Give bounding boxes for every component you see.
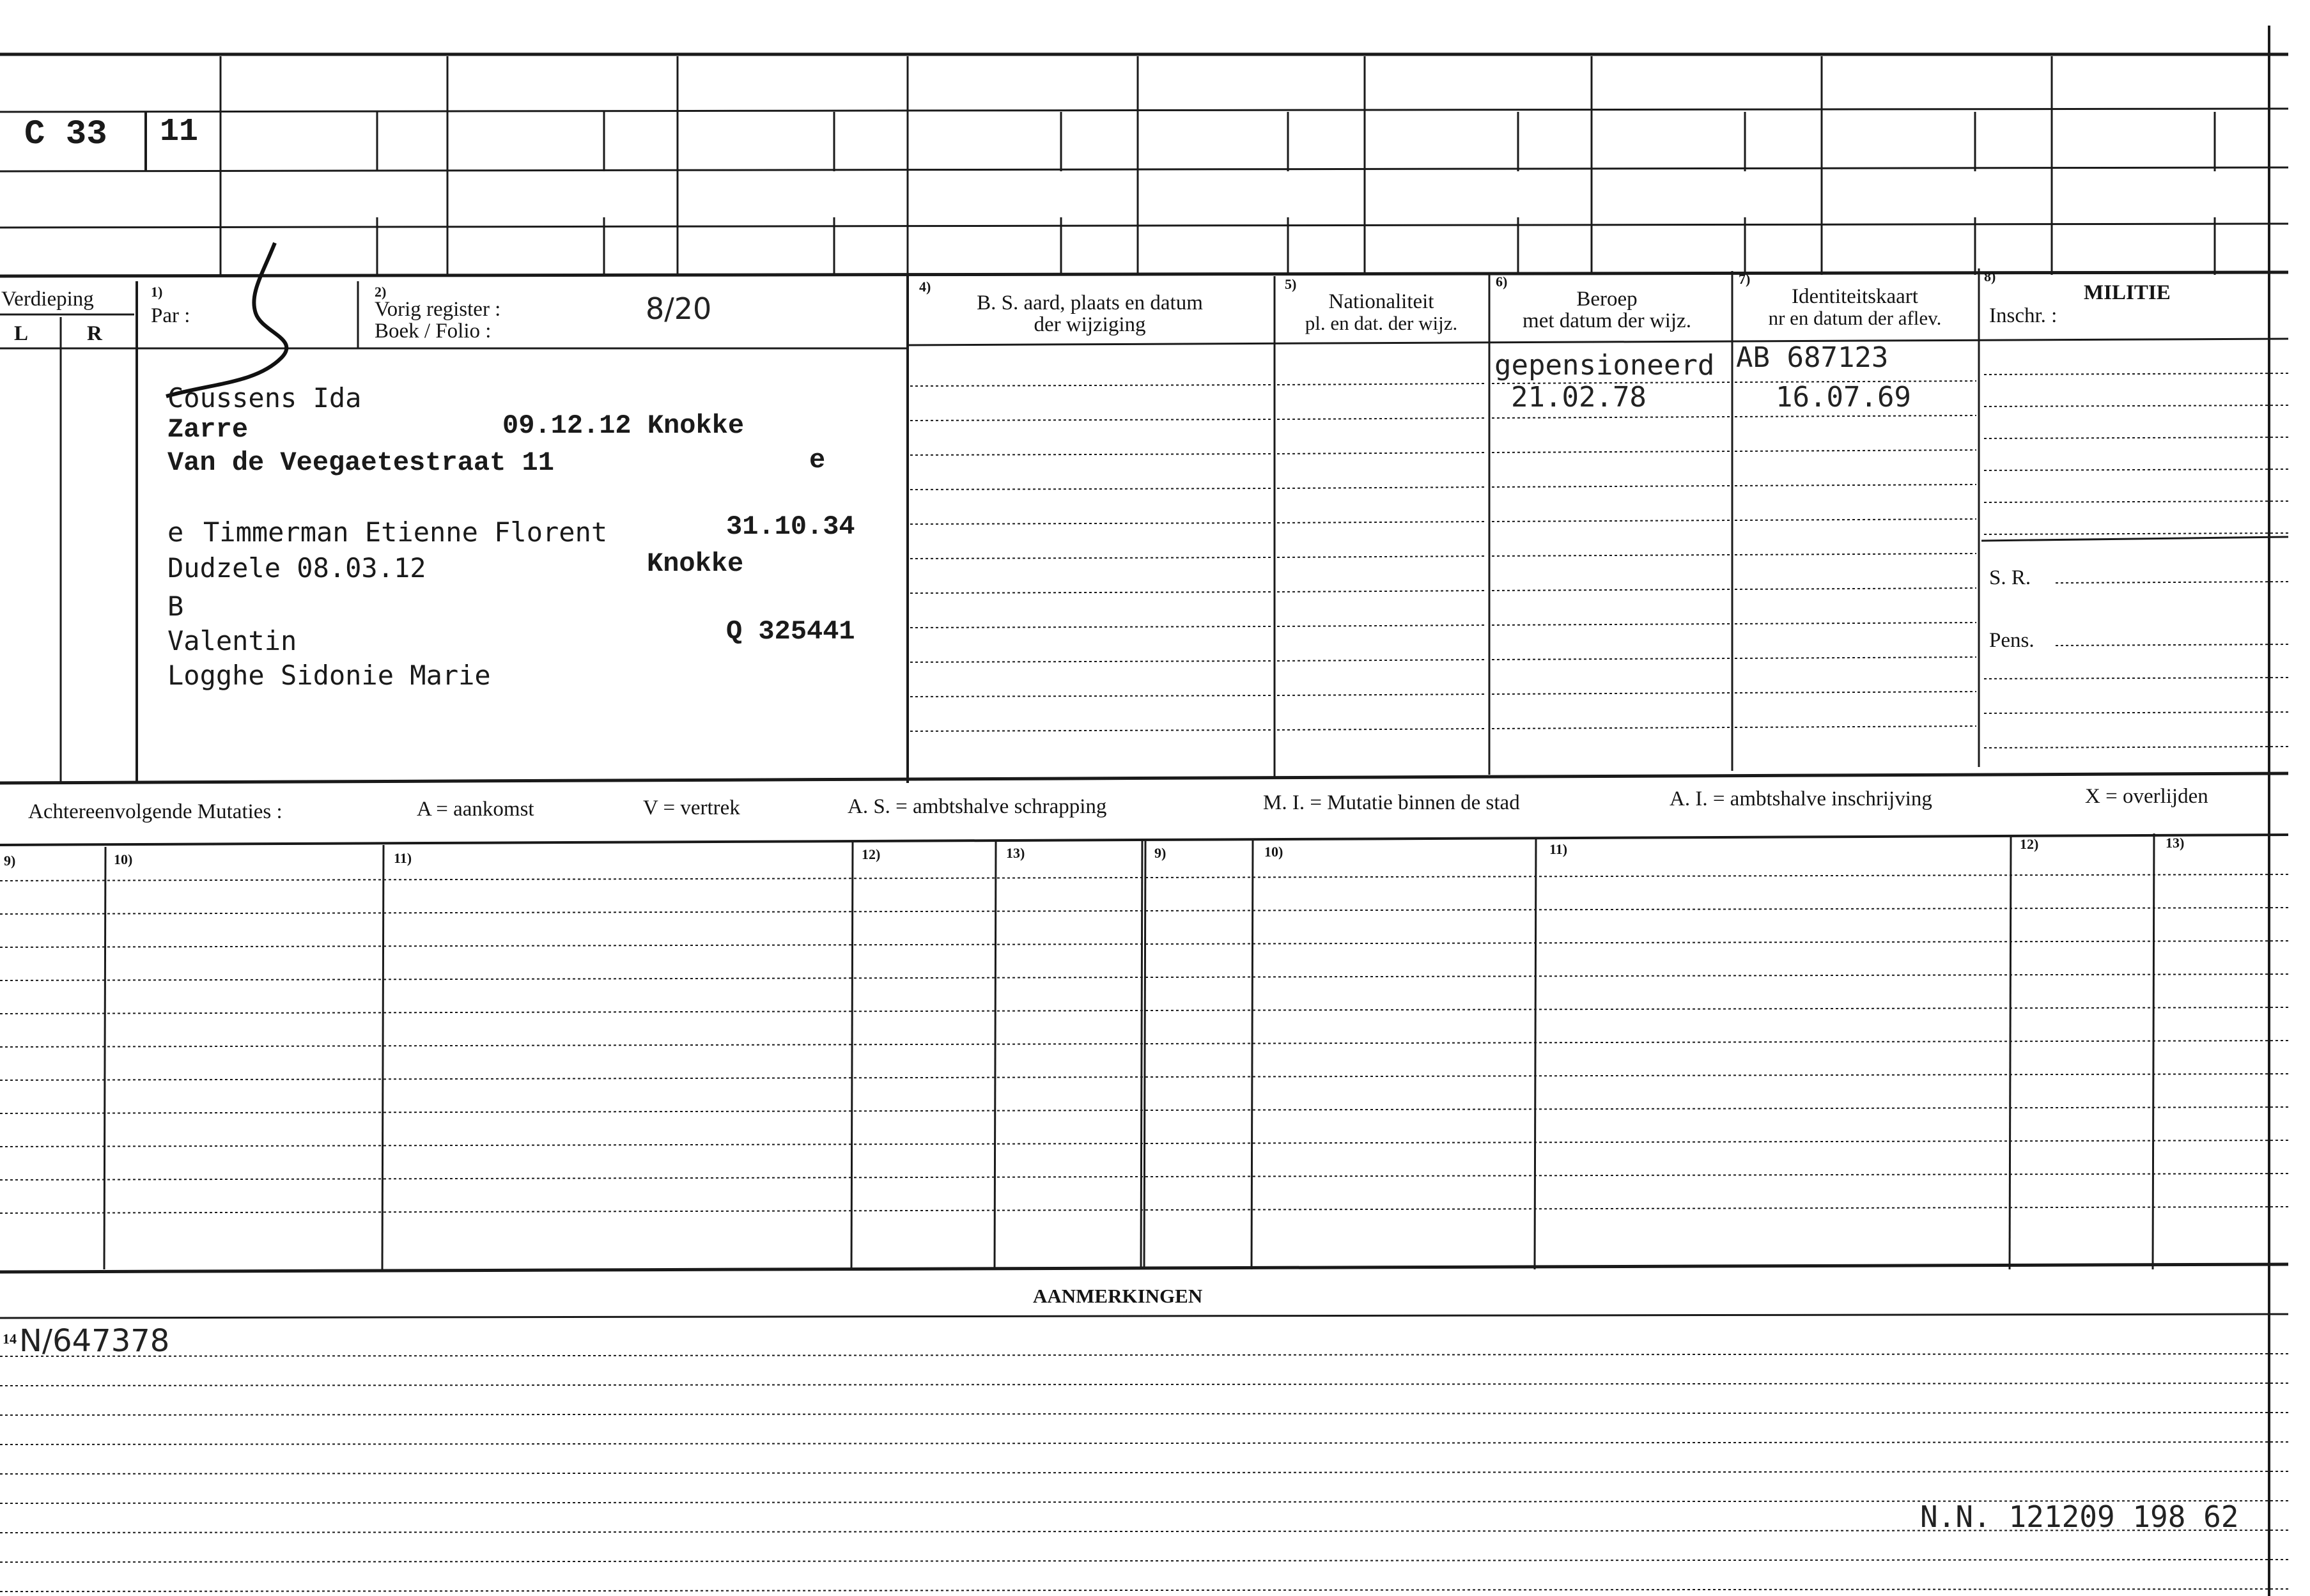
data-row-rule <box>1492 727 1730 729</box>
mutation-column <box>851 842 853 1269</box>
legend-ambtshalve-inschrijving: A. I. = ambtshalve inschrijving <box>1670 787 1932 810</box>
data-row-rule <box>1735 450 1976 451</box>
handwritten-mark <box>153 236 307 403</box>
person-name: Coussens Ida <box>167 382 362 414</box>
data-row-rule <box>1492 520 1730 522</box>
mutation-column <box>2153 833 2154 1269</box>
mark-b: B <box>167 591 184 622</box>
mutation-row-rule <box>0 908 2288 914</box>
remarks-row-rule <box>0 1413 2288 1415</box>
militie-label: MILITIE <box>2084 281 2171 304</box>
verdieping-label: Verdieping <box>1 288 94 311</box>
footnote-2: 2) <box>375 284 387 300</box>
mutation-col-13-left: 13) <box>1006 845 1025 861</box>
mutation-column <box>1141 840 1142 1269</box>
vorig-register-label: Vorig register : <box>375 298 501 321</box>
militie-row-rule <box>1984 678 2288 679</box>
father-name: Valentin <box>167 625 297 656</box>
data-row-rule <box>910 454 1272 455</box>
mutation-column <box>382 845 384 1269</box>
data-row-rule <box>1277 625 1487 626</box>
data-row-rule <box>1492 589 1730 591</box>
remarks-row-rule <box>0 1383 2288 1386</box>
data-row-rule <box>1277 522 1487 523</box>
pens-label: Pens. <box>1989 629 2035 652</box>
militie-row-rule <box>1984 373 2288 375</box>
mutation-col-12-left: 12) <box>862 846 881 862</box>
legend-ambtshalve-schrapping: A. S. = ambtshalve schrapping <box>848 795 1107 818</box>
mutations-top-rule <box>0 773 2288 783</box>
column-header-rule <box>908 339 2288 345</box>
data-row-rule <box>1735 415 1976 417</box>
legend-overlijden: X = overlijden <box>2085 785 2208 808</box>
header-rule <box>0 167 2288 171</box>
mark-e: e <box>809 445 826 476</box>
mutation-col-11-left: 11) <box>394 850 412 866</box>
mutation-column <box>1252 839 1253 1269</box>
mutation-column <box>1144 840 1145 1269</box>
header-rule <box>0 109 2288 112</box>
footnote-7: 7) <box>1739 271 1751 287</box>
remarks-row-rule <box>0 1442 2288 1445</box>
mutation-row-rule <box>0 874 2288 881</box>
inschr-label: Inschr. : <box>1989 304 2058 327</box>
legend-aankomst: A = aankomst <box>417 798 534 821</box>
spouse-date: 31.10.34 <box>726 511 855 542</box>
occupation-date: 21.02.78 <box>1511 381 1647 414</box>
data-row-rule <box>1277 384 1487 385</box>
remarks-row-rule <box>0 1354 2288 1356</box>
data-row-rule <box>910 557 1272 559</box>
mother-name: Logghe Sidonie Marie <box>167 660 491 691</box>
data-row-rule <box>1277 418 1487 419</box>
data-row-rule <box>1277 591 1487 592</box>
data-row-rule <box>1277 660 1487 661</box>
beroep-line1: Beroep <box>1576 288 1638 311</box>
data-row-rule <box>1735 657 1976 658</box>
remarks-row-rule <box>0 1471 2288 1474</box>
data-row-rule <box>1492 451 1730 453</box>
mutation-col-9-right: 9) <box>1154 845 1167 861</box>
militie-row-rule <box>1984 437 2288 438</box>
l-label: L <box>14 322 29 345</box>
militie-rule <box>1981 537 2288 541</box>
data-row-rule <box>1735 554 1976 555</box>
mutations-title: Achtereenvolgende Mutaties : <box>28 800 283 823</box>
data-row-rule <box>1492 658 1730 660</box>
mutation-col-13-right: 13) <box>2166 835 2185 851</box>
mutation-col-11-right: 11) <box>1549 841 1568 857</box>
militie-row-rule <box>1984 501 2288 502</box>
mutation-col-12-right: 12) <box>2020 836 2039 852</box>
remarks-row-rule <box>0 1589 2288 1592</box>
data-row-rule <box>1277 556 1487 557</box>
mutation-column <box>995 841 996 1269</box>
pens-rule <box>2056 644 2288 646</box>
boek-folio-label: Boek / Folio : <box>375 320 492 343</box>
mutation-column <box>104 847 105 1269</box>
footnote-14: 14 <box>3 1331 17 1347</box>
r-label: R <box>87 322 102 345</box>
data-row-rule <box>910 695 1272 697</box>
footnote-1: 1) <box>151 284 163 300</box>
data-row-rule <box>910 626 1272 628</box>
vorig-register-value: 8/20 <box>646 291 712 326</box>
data-row-rule <box>1277 487 1487 488</box>
data-row-rule <box>910 730 1272 731</box>
data-row-rule <box>1492 417 1730 418</box>
footnote-4: 4) <box>919 279 931 295</box>
militie-row-rule <box>1984 712 2288 713</box>
spouse-place: Knokke <box>647 548 744 579</box>
legend-vertrek: V = vertrek <box>643 796 740 819</box>
data-row-rule <box>1735 692 1976 693</box>
spouse-prefix: e <box>167 516 184 548</box>
data-row-rule <box>1492 555 1730 556</box>
footnote-6: 6) <box>1496 274 1508 290</box>
occupation-value: gepensioneerd <box>1494 349 1715 382</box>
data-row-rule <box>1277 729 1487 730</box>
militie-row-rule <box>1984 533 2288 534</box>
data-row-rule <box>1735 519 1976 520</box>
remarks-title: AANMERKINGEN <box>1033 1285 1203 1307</box>
bs-header-line2: der wijziging <box>1034 313 1146 336</box>
registration-number: Q 325441 <box>726 616 855 647</box>
data-row-rule <box>1735 484 1976 486</box>
national-number: N.N. 121209 198 62 <box>1920 1499 2239 1534</box>
card-number: 11 <box>160 114 199 150</box>
header-rule <box>0 224 2288 228</box>
data-row-rule <box>1277 453 1487 454</box>
data-row-rule <box>910 419 1272 421</box>
bs-header-line1: B. S. aard, plaats en datum <box>977 291 1203 314</box>
data-row-rule <box>910 661 1272 662</box>
footnote-5: 5) <box>1285 276 1297 292</box>
remarks-row-rule <box>0 1560 2288 1562</box>
data-row-rule <box>910 488 1272 490</box>
mutation-column <box>2010 835 2011 1269</box>
nationaliteit-line2: pl. en dat. der wijz. <box>1305 312 1458 334</box>
data-row-rule <box>1492 486 1730 487</box>
mutation-column <box>1535 837 1536 1269</box>
nationaliteit-line1: Nationaliteit <box>1328 290 1434 313</box>
mutation-row-rule <box>0 941 2288 947</box>
legend-mutatie-binnen-stad: M. I. = Mutatie binnen de stad <box>1263 791 1520 814</box>
data-row-rule <box>1492 624 1730 625</box>
data-row-rule <box>910 592 1272 593</box>
identiteitskaart-line1: Identiteitskaart <box>1792 285 1918 308</box>
person-birth-date-place: 09.12.12 Knokke <box>502 410 745 441</box>
identity-card-number: AB 687123 <box>1736 341 1889 374</box>
mutation-col-10-left: 10) <box>114 851 133 867</box>
mutation-col-9-left: 9) <box>4 853 16 869</box>
sr-rule <box>2056 582 2288 583</box>
remarks-value: N/647378 <box>19 1323 170 1359</box>
footnote-8: 8) <box>1984 268 1996 284</box>
data-row-rule <box>910 523 1272 524</box>
person-birthplace: Zarre <box>167 414 249 445</box>
mutations-header-rule <box>0 835 2288 845</box>
data-row-rule <box>1735 623 1976 624</box>
person-address: Van de Veegaetestraat 11 <box>167 447 554 478</box>
militie-row-rule <box>1984 469 2288 470</box>
identiteitskaart-line2: nr en datum der aflev. <box>1768 307 1942 329</box>
militie-row-rule <box>1984 405 2288 407</box>
militie-row-rule <box>1984 747 2288 748</box>
header-bottom-rule <box>0 272 2288 276</box>
data-row-rule <box>1735 726 1976 727</box>
spouse-name: Timmerman Etienne Florent <box>203 516 608 548</box>
sr-label: S. R. <box>1989 566 2031 589</box>
data-row-rule <box>1492 693 1730 694</box>
card-code: C 33 <box>24 115 107 154</box>
identity-card-date: 16.07.69 <box>1776 381 1911 414</box>
beroep-line2: met datum der wijz. <box>1523 309 1691 332</box>
data-row-rule <box>1735 588 1976 589</box>
data-row-rule <box>910 385 1272 386</box>
spouse-birth: Dudzele 08.03.12 <box>167 552 426 584</box>
mutation-col-10-right: 10) <box>1264 844 1283 860</box>
par-label: Par : <box>151 304 190 327</box>
remarks-header-rule <box>0 1314 2288 1318</box>
data-row-rule <box>1277 694 1487 695</box>
